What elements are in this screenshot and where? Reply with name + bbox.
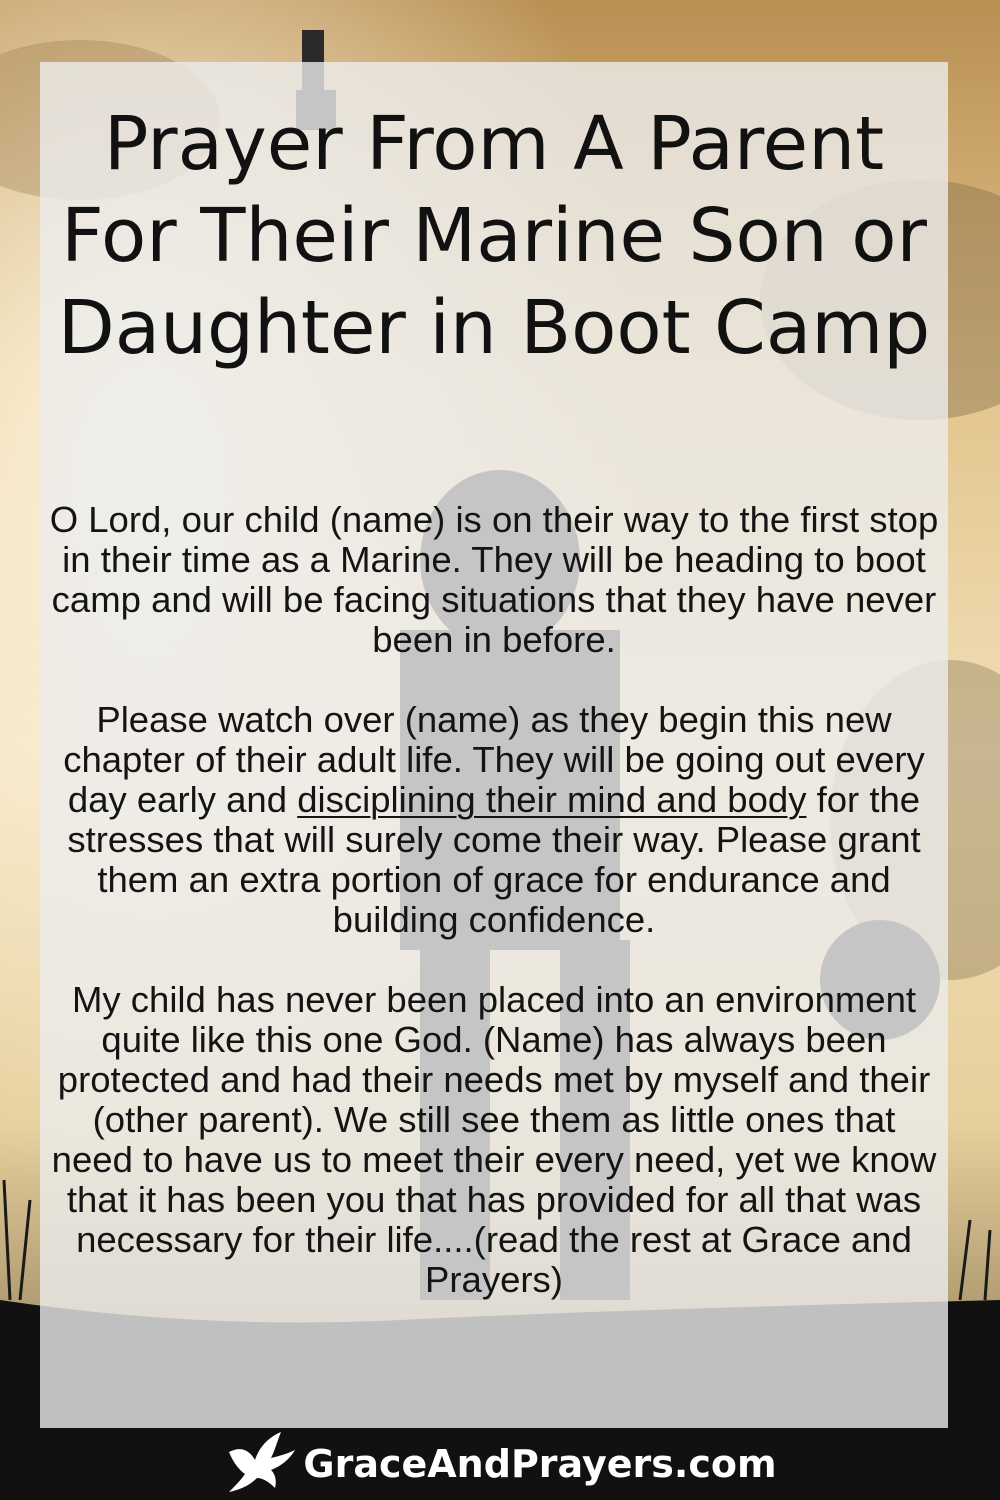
prayer-body bbox=[48, 500, 940, 1300]
paragraph-2-end: for the stresses that will surely come their way. Please grant them an extra portion of grace for endurance and building confidence. bbox=[67, 779, 921, 940]
dove-icon bbox=[223, 1430, 297, 1494]
paragraph-3: My child has never been placed into an environment quite like this one God. (Name) has always been protected and had their needs met by myself and their (other parent). We still see them as little ones that need to have us to meet their every need, yet we know that it has been you that has provided for all that was necessary for their life....(read the rest at Grace and Prayers) bbox=[51, 979, 937, 1300]
footer bbox=[0, 1428, 1000, 1500]
page-title: Prayer From A Parent For Their Marine Son or Daughter in Boot Camp bbox=[57, 101, 931, 371]
prayer-card bbox=[40, 62, 948, 1428]
site-url[interactable]: GraceAndPrayers.com bbox=[303, 1442, 777, 1486]
paragraph-1: O Lord, our child (name) is on their way to the first stop in their time as a Marine. They will be heading to boot camp and will be facing situations that they have never been in before. bbox=[49, 499, 939, 660]
discipline-link[interactable]: disciplining their mind and body bbox=[297, 779, 807, 820]
paragraph-2-start: Please watch over (name) as they begin this new chapter of their adult life. They will be going out every day early and bbox=[63, 699, 925, 820]
paragraph-2 bbox=[48, 700, 940, 940]
